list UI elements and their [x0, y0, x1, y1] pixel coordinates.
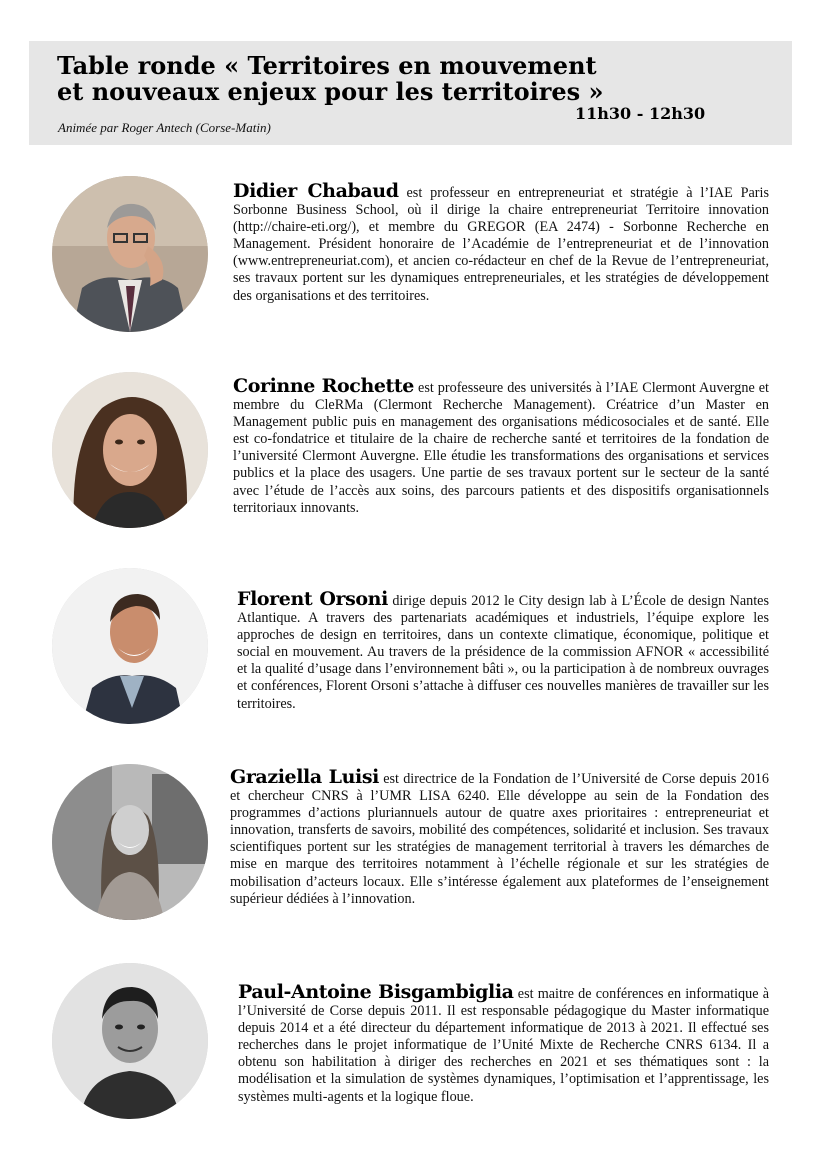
speaker-bio-text: est professeur en entrepreneuriat et stratégie à l’IAE Paris Sorbonne Business School, où il dirige la chaire entrepreneuriat Territoire innovation (http://chaire-eti.org/), et membre du GREGOR (EA 2474) - Sorbonne Recherche en Management. Président honoraire de l’Académie de l’entrepreneuriat et de l’innovation (www.entrepreneuriat.com), et ancien co-rédacteur en chef de la Revue de l’entrepreneuriat, ses travaux portent sur les dynamiques entrepreneuriales, et les stratégies de développement des organisations et des territoires.	[233, 185, 769, 304]
speaker-bio-text: est maitre de conférences en informatique à l’Université de Corse depuis 2011. Il est responsable pédagogique du Master informatique depuis 2014 et a été directeur du département informatique de 2013 à 2021. Il effectué ses recherches dans le projet informatique de l’Unité Mixte de Recherche CNRS 6134. Il a obtenu son habilitation à diriger des recherches en 2021 et ses thématiques sont : la modélisation et la simulation de systèmes dynamiques, l’optimisation et l’apprentissage, les systèmes multi-agents et la logique floue.	[238, 986, 769, 1105]
speaker-bio-luisi	[230, 766, 769, 908]
speaker-photo-bisgambiglia	[52, 963, 208, 1119]
moderator-line: Animée par Roger Antech (Corse-Matin)	[58, 120, 271, 135]
speaker-bio-text: est directrice de la Fondation de l’Université de Corse depuis 2016 et chercheur CNRS à l’UMR LISA 6240. Elle développe au sein de la Fondation des programmes d’actions pluriannuels autour de quatre axes prioritaires : entrepreneuriat et innovation, transferts de savoirs, mobilité des compétences, solidarité et inclusion. Ses travaux scientifiques portent sur les stratégies de management territorial à travers les démarches de mise en marque des territoires notamment à l’échelle régionale et sur les stratégies de mobilisation d’acteurs locaux. Elle s’intéresse également aux plateformes de l’enseignement supérieur dédiées à l’innovation.	[230, 771, 769, 907]
event-title-line-1: Table ronde « Territoires en mouvement	[57, 51, 597, 80]
speaker-name: Corinne Rochette	[233, 375, 414, 397]
speaker-photo-orsoni	[52, 568, 208, 724]
event-title	[57, 53, 617, 105]
speaker-photo-chabaud	[52, 176, 208, 332]
event-time: 11h30 - 12h30	[575, 104, 706, 123]
event-title-line-2: et nouveaux enjeux pour les territoires »	[57, 77, 604, 106]
speaker-photo-luisi	[52, 764, 208, 920]
speaker-photo-rochette	[52, 372, 208, 528]
speaker-bio-orsoni	[237, 588, 769, 713]
event-header	[29, 41, 792, 145]
speaker-bio-rochette	[233, 375, 769, 517]
speaker-name: Didier Chabaud	[233, 180, 399, 202]
speaker-bio-chabaud	[233, 180, 769, 305]
speaker-bio-bisgambiglia	[238, 981, 769, 1106]
speaker-name: Paul-Antoine Bisgambiglia	[238, 981, 514, 1003]
speaker-bio-text: est professeure des universités à l’IAE Clermont Auvergne et membre du CleRMa (Clermont Recherche Management). Créatrice d’un Master en Management public puis en management des organisations médicosociales et de santé. Elle est co-fondatrice et titulaire de la chaire de recherche santé et territoires de la fondation de l’université Clermont Auvergne. Elle étudie les transformations des organisations et services publics et la place des usagers. Une partie de ses travaux portent sur le secteur de la santé avec l’étude de l’accès aux soins, des parcours patients et des dispositifs organisationnels territoriaux innovants.	[233, 380, 769, 516]
speaker-bio-text: dirige depuis 2012 le City design lab à L’École de design Nantes Atlantique. A travers des partenariats académiques et industriels, l’équipe explore les approches de design en territoires, dans un contexte climatique, économique, politique et social en mouvement. Au travers de la présidence de la commission AFNOR « accessibilité et la qualité d’usage dans l’environnement bâti », ou la participation à de nombreux ouvrages et conférences, Florent Orsoni s’attache à diffuser ces nouvelles manières de travailler sur les territoires.	[237, 593, 769, 712]
speaker-name: Florent Orsoni	[237, 588, 388, 610]
speaker-name: Graziella Luisi	[230, 766, 379, 788]
